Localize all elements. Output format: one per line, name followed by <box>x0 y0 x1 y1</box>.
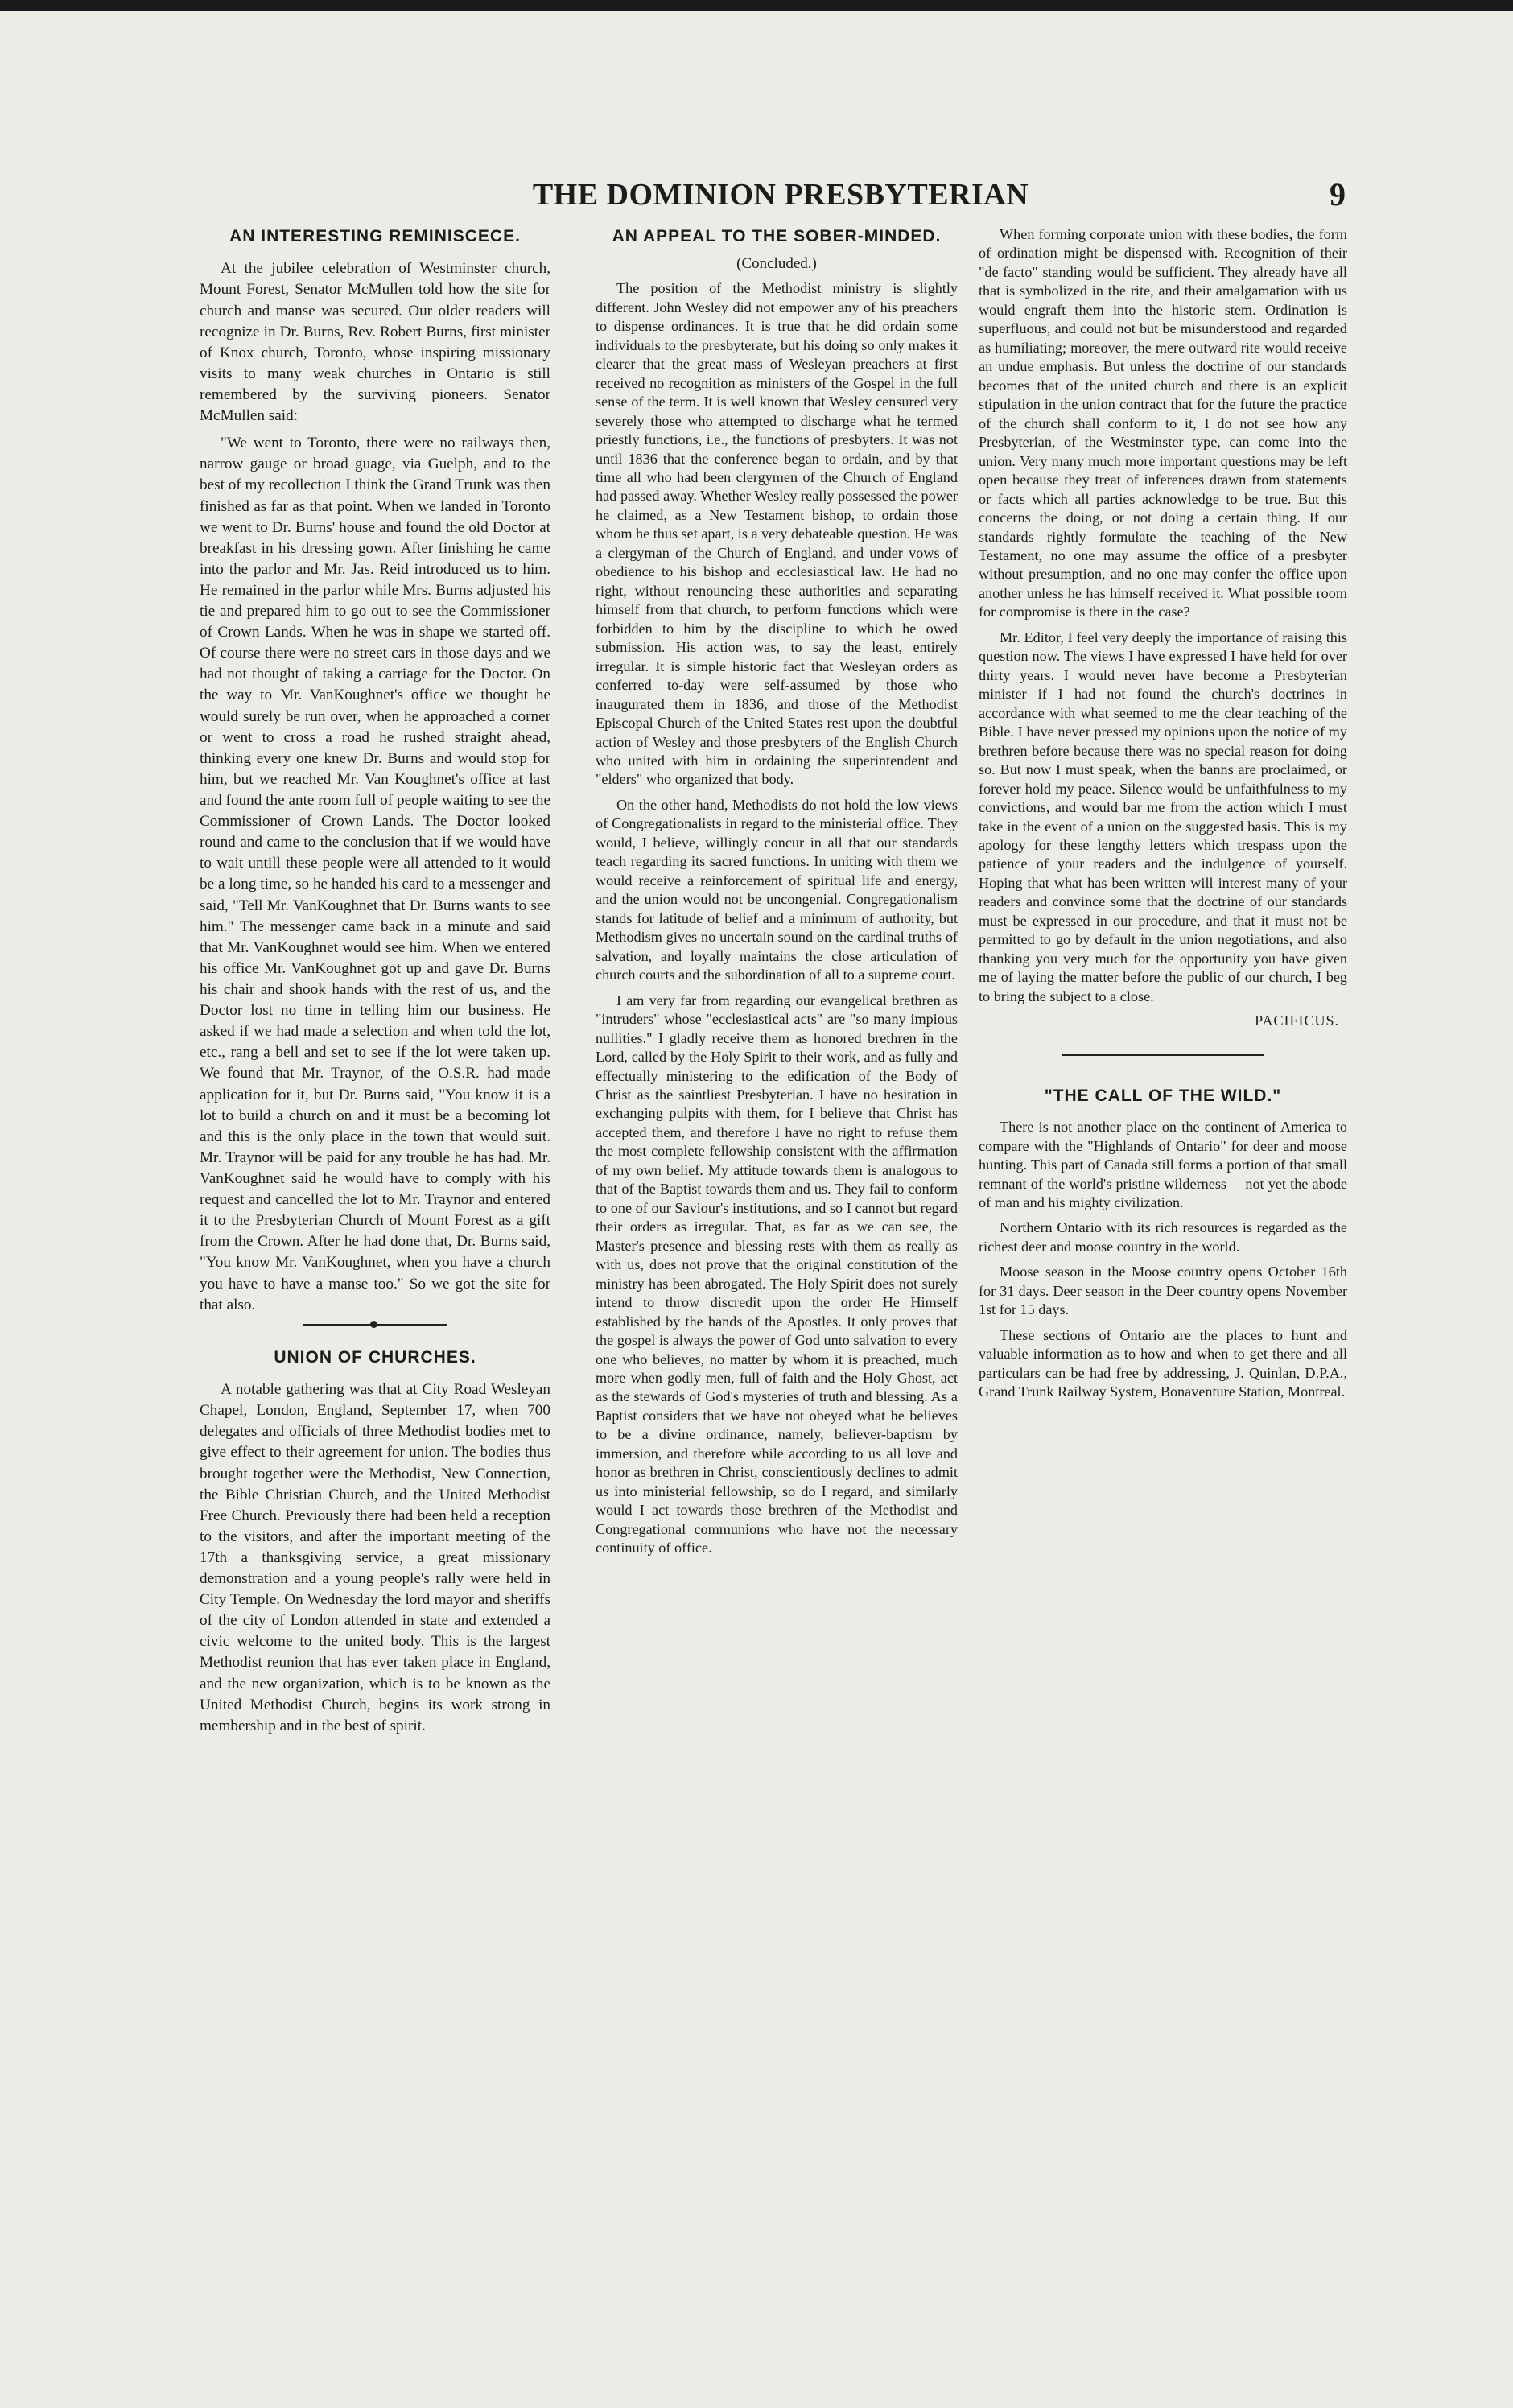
page-number: 9 <box>1330 176 1346 212</box>
article-subtitle: (Concluded.) <box>736 255 817 273</box>
article-paragraph: At the jubilee celebration of Westminster church, Mount Forest, Senator McMullen told how the site for church and manse was secured. Our older readers will recognize in Dr. Burns, Rev. Robert Burns, first minister of Knox church, Toronto, whose inspiring missionary visits to many weak churches in Ontario is still remembered by the surviving pioneers. Senator McMullen said: <box>200 260 550 425</box>
article-title: AN APPEAL TO THE SOBER-MINDED. <box>612 227 942 245</box>
divider-dot <box>370 1321 377 1328</box>
article-paragraph: I am very far from regarding our evangelical brethren as "intruders" whose "ecclesiastical acts" are "so many impious nullities." I gladly receive them as honored brethren in the Lord, called by the Holy Spirit to their work, and as fully and effectually ministering to the edification of the Body of Christ as the saintliest Presbyterian. I have no hesitation in exchanging pulpits with them, for I believe that Christ has accepted them, and therefore I have no right to refuse them the most complete fellowship consistent with the affirmation of my own belief. My attitude towards them is analogous to that of the Baptist towards them and us. They fail to conform to one of our Saviour's institutions, and so I cannot but regard their orders as irregular. That, as far as we can see, the Master's presence and blessing rests with them as really as with us, does not prove that the original constitution of the ministry has been abrogated. The Holy Spirit does not surely intend to throw discredit upon the order He Himself established by the hands of the Apostles. It only proves that the gospel is always the power of God unto salvation to every one who believes, no matter by whom it is preached, much more when godly men, full of faith and the Holy Ghost, act as the stewards of God's mysteries of truth and blessing. As a Baptist considers that we have not obeyed what he believes to be a divine ordinance, namely, believer-baptism by immersion, and therefore while according to us all love and honor as brethren in Christ, conscientiously declines to admit us into ministerial fellowship, so do I regard, and similarly would I act towards those brethren of the Methodist and Congregational communions who have not the necessary continuity of office. <box>596 992 958 1557</box>
article-paragraph: Moose season in the Moose country opens October 16th for 31 days. Deer season in the Deer country opens November 1st for 15 days. <box>979 1264 1347 1318</box>
article-title: "THE CALL OF THE WILD." <box>1044 1086 1282 1105</box>
article-paragraph: These sections of Ontario are the places to hunt and valuable information as to how and when to get there and all particulars can be had free by addressing, J. Quinlan, D.P.A., Grand Trunk Railway System, Bonaventure Station, Montreal. <box>979 1326 1347 1400</box>
article-paragraph: Mr. Editor, I feel very deeply the importance of raising this question now. The views I have expressed I have held for over thirty years. I would never have become a Presbyterian minister if I had not found the church's doctrines in accordance with what seemed to me the clear teaching of the Bible. I have never pressed my opinions upon the notice of my brethren before because there was no special reason for doing so. But now I must speak, when the banns are proclaimed, or forever hold my peace. Silence would be unfaithfulness to my convictions, and would bar me from the action which I must take in the event of a union on the suggested basis. This is my apology for these lengthy letters which trespass upon the patience of your readers and the indulgence of yourself. Hoping that what has been written will interest many of your readers and convince some that the doctrine of our standards must be expressed in our procedure, and that it must not be permitted to go by default in the union negotiations, and also thanking you very much for the opportunity you have given me of laying the matter before the public of our church, I beg to bring the subject to a close. <box>979 629 1347 1004</box>
article-title: UNION OF CHURCHES. <box>274 1347 476 1367</box>
article-paragraph: "We went to Toronto, there were no railways then, narrow gauge or broad guage, via Guelph, and to the best of my recollection I think the Grand Trunk was then finished as far as that point. When we landed in Toronto we went to Dr. Burns' house and found the old Doctor at breakfast in his dressing gown. After finishing he came into the parlor and Mr. Jas. Reid introduced us to him. He remained in the parlor while Mrs. Burns adjusted his tie and prepared him to go out to see the Commissioner of Crown Lands. When he was in shape we started off. Of course there were no street cars in those days and we had not thought of taking a carriage for the Doctor. On the way to Mr. VanKoughnet's office we thought he would surely be run over, when he approached a corner or went to cross a road he rushed straight ahead, thinking every one knew Dr. Burns and would stop for him, but we reached Mr. Van Koughnet's office at last and found the ante room full of people waiting to see the Commissioner of Crown Lands. The Doctor looked round and came to the conclusion that if we would have to wait untill these people were all attended to it would be a long time, so he handed his card to a messenger and said, "Tell Mr. VanKoughnet that Dr. Burns wants to see him." The messenger came back in a minute and said that Mr. VanKoughnet would see him. When we entered his office Mr. VanKoughnet got up and gave Dr. Burns his chair and shook hands with the rest of us, and the Doctor lost no time in telling him our business. He asked if we had made a selection and when told the lot, etc., rang a bell and set to see if the lot were taken up. We found that Mr. Traynor, of the O.S.R. had made application for it, but Dr. Burns said, "You know it is a lot to build a church on and it must be a becoming lot and this is the only place in the town that would suit. Mr. Traynor will be paid for any trouble he has had. Mr. VanKoughnet said he would have to comply with his request and cancelled the lot to Mr. Traynor and entered it to the Presbyterian Church of Mount Forest as a gift from the Crown. After he had done that, Dr. Burns said, "You know Mr. VanKoughnet, when you have a church you have to have a manse too." So we got the site for that also. <box>200 435 550 1313</box>
top-scan-border <box>0 0 1513 11</box>
column-3 <box>979 225 1347 1408</box>
article-paragraph: Northern Ontario with its rich resources is regarded as the richest deer and moose country in the world. <box>979 1219 1347 1255</box>
section-divider <box>303 1324 447 1326</box>
running-title: THE DOMINION PRESBYTERIAN <box>532 178 1029 212</box>
article-paragraph: When forming corporate union with these bodies, the form of ordination might be dispensed with. Recognition of their "de facto" standing would be sufficient. They already have all that is symbolized in the rite, and their amalgamation with us would engraft them into the historic stem. Ordination is superfluous, and could not but be misunderstood and regarded as humiliating; moreover, the mere outward rite would receive an undue emphasis. But unless the doctrine of our standards becomes that of the united church and there is an explicit stipulation in the union contract that for the future the practice of the church shall conform to it, I do not see how any Presbyterian, of the Westminster type, can come into the union. Very many much more important questions may be left open because they treat of inferences drawn from statements or facts which all parties acknowledge to be true. But this concerns the doing, or not doing a certain thing. If our standards rightly formulate the teaching of the New Testament, no one may assume the office of a presbyter without presumption, and no one may confer the office upon another unless he has himself received it. What possible room for compromise is there in the case? <box>979 226 1347 621</box>
section-divider <box>1062 1054 1264 1056</box>
article-call-of-the-wild <box>979 1085 1347 1402</box>
article-paragraph: There is not another place on the continent of America to compare with the "Highlands of Ontario" for deer and moose hunting. This part of Canada still forms a portion of that small remnant of the world's pristine wilderness —not yet the abode of man and his mighty civilization. <box>979 1119 1347 1210</box>
article-paragraph: A notable gathering was that at City Road Wesleyan Chapel, London, England, September 17, when 700 delegates and officials of three Methodist bodies met to give effect to their agreement for union. The bodies thus brought together were the Methodist, New Connection, the Bible Christian Church, and the United Methodist Free Church. Previously there had been held a reception to the visitors, and after the important meeting of the 17th a thanksgiving service, a great missionary demonstration and a young people's rally were held in City Temple. On Wednesday the lord mayor and sheriffs of the city of London attended in state and extended a civic welcome to the united body. This is the largest Methodist reunion that has ever taken place in England, and the new organization, which is to be known as the United Methodist Church, begins its work strong in membership and in the best of spirit. <box>200 1381 550 1734</box>
article-interesting-reminiscence <box>200 225 550 1316</box>
page-header <box>0 172 1513 221</box>
article-appeal-sober-minded <box>596 225 958 1558</box>
column-1 <box>200 225 550 1743</box>
article-union-of-churches <box>200 1346 550 1737</box>
article-paragraph: On the other hand, Methodists do not hold the low views of Congregationalists in regard to the ministerial office. They would, I believe, willingly concur in all that our standards teach regarding its sacred functions. In uniting with them we would receive a reinforcement of spiritual life and energy, and the union would not be uncongenial. Congregationalism stands for latitude of belief and a minimum of authority, but Methodism gives no uncertain sound on the cardinal truths of salvation, and loyally maintains the close articulation of church courts and the subordination of all to a supreme court. <box>596 796 958 983</box>
article-paragraph: The position of the Methodist ministry is slightly different. John Wesley did not empower any of his preachers to dispense ordinances. It is true that he did ordain some individuals to the presbyterate, but his doing so only makes it clearer that the great mass of Wesleyan preachers at first received no recognition as ministers of the Gospel in the full sense of the term. It is well known that Wesley censured very severely those who attempted to discharge what he termed priestly functions, i.e., the functions of presbyters. It was not until 1836 that the conference began to ordain, and by that time all who had been clergymen of the Church of England had passed away. Whether Wesley really possessed the power he claimed, as a New Testament bishop, to ordain those whom he thus set apart, is a very debateable question. He was a clergyman of the Church of England, and under vows of obedience to his bishop and ecclesiastical law. He had no right, without renouncing these authorities and separating himself from that church, to perform functions which were forbidden to him by the discipline to which he owed submission. His action was, to say the least, entirely irregular. It is simple historic fact that Wesleyan orders as conferred to-day were self-assumed by those who inaugurated them in 1836, and those of the Methodist Episcopal Church of the United States rest upon the doubtful action of Wesley and those presbyters of the English Church who united with him in ordaining the superintendent and "elders" who organized that body. <box>596 280 959 788</box>
column-2 <box>596 225 958 1565</box>
article-signature: PACIFICUS. <box>1255 1012 1339 1029</box>
article-title: AN INTERESTING REMINISCECE. <box>229 227 521 245</box>
